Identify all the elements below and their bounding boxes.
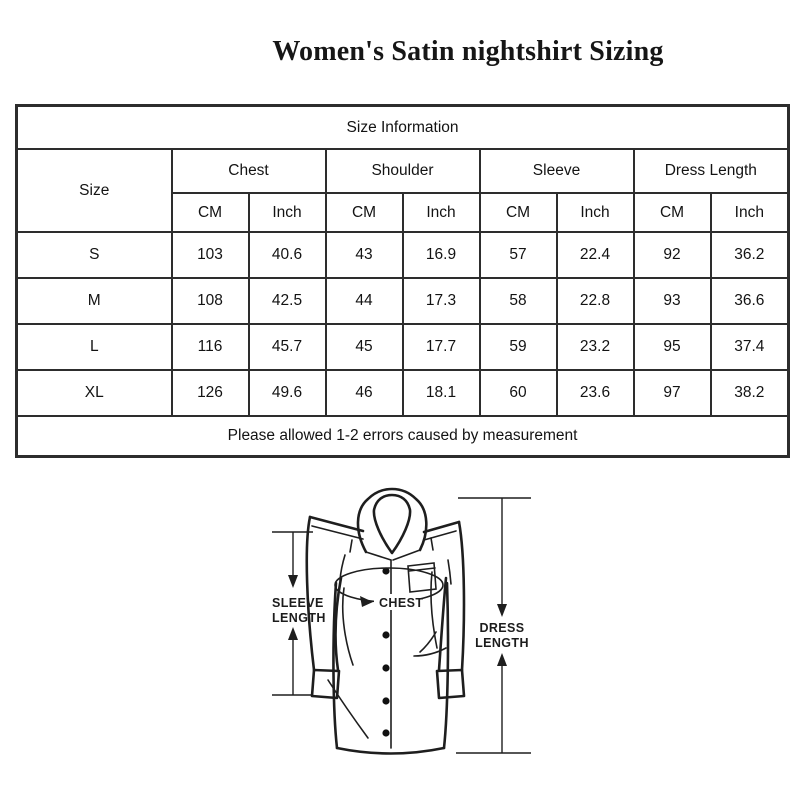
dress-length-label-line1: DRESS [479,621,525,635]
table-footnote: Please allowed 1-2 errors caused by measurement [17,416,789,457]
nightshirt-measurement-diagram [0,460,800,800]
table-row-l [17,324,789,370]
dress-length-measurement [456,498,531,753]
right-sleeve-inner [439,578,446,670]
crease [431,538,433,550]
value-cell: 57 [480,232,557,278]
value-cell: 16.9 [403,232,480,278]
size-cell: S [17,232,172,278]
shirt-hem [337,748,444,754]
table-group-header-row [17,149,789,193]
left-sleeve-outer [307,517,314,670]
unit-header: CM [326,193,403,232]
table-caption: Size Information [17,106,789,150]
size-table [15,104,790,458]
value-cell: 40.6 [249,232,326,278]
header-group-shoulder: Shoulder [326,149,480,193]
left-shoulder [310,517,363,531]
value-cell: 37.4 [711,324,789,370]
chest-arrowhead-icon [360,596,373,607]
value-cell: 45 [326,324,403,370]
size-cell: M [17,278,172,324]
unit-header: CM [634,193,711,232]
unit-header: Inch [557,193,634,232]
crease [420,632,436,652]
table-row-m [17,278,789,324]
chest-measurement [335,568,443,610]
table-caption-row [17,106,789,150]
unit-header: Inch [403,193,480,232]
collar-point-right [393,550,420,560]
arrow-up-icon [288,627,298,640]
value-cell: 95 [634,324,711,370]
value-cell: 36.6 [711,278,789,324]
value-cell: 92 [634,232,711,278]
value-cell: 22.4 [557,232,634,278]
value-cell: 42.5 [249,278,326,324]
value-cell: 17.7 [403,324,480,370]
unit-header: CM [480,193,557,232]
unit-header: CM [172,193,249,232]
arrow-up-icon [497,653,507,666]
nightshirt-drawing [307,489,464,754]
value-cell: 60 [480,370,557,416]
unit-header: Inch [249,193,326,232]
value-cell: 17.3 [403,278,480,324]
crease [350,540,352,552]
sleeve-length-label-line1: SLEEVE [272,596,324,610]
value-cell: 58 [480,278,557,324]
unit-header: Inch [711,193,789,232]
page-title: Women's Satin nightshirt Sizing [272,36,664,67]
collar-point-left [366,552,391,560]
value-cell: 43 [326,232,403,278]
value-cell: 23.2 [557,324,634,370]
value-cell: 18.1 [403,370,480,416]
button [382,697,389,704]
crease [448,560,451,584]
size-cell: XL [17,370,172,416]
right-cuff [437,670,464,698]
collar-outer [358,489,426,552]
header-size: Size [17,149,172,232]
value-cell: 59 [480,324,557,370]
value-cell: 49.6 [249,370,326,416]
header-group-sleeve: Sleeve [480,149,634,193]
button [382,729,389,736]
chest-label: CHEST [379,596,424,610]
size-cell: L [17,324,172,370]
value-cell: 126 [172,370,249,416]
value-cell: 116 [172,324,249,370]
value-cell: 44 [326,278,403,324]
sleeve-length-label-line2: LENGTH [272,611,326,625]
button [382,631,389,638]
header-group-dress-length: Dress Length [634,149,789,193]
dress-length-label-line2: LENGTH [475,636,529,650]
button [382,664,389,671]
value-cell: 23.6 [557,370,634,416]
value-cell: 108 [172,278,249,324]
right-yoke-seam [424,531,456,540]
collar-inner [374,495,410,553]
crease [343,588,353,665]
header-group-chest: Chest [172,149,326,193]
value-cell: 22.8 [557,278,634,324]
table-row-xl [17,370,789,416]
right-sleeve-outer [459,522,464,670]
value-cell: 46 [326,370,403,416]
table-footnote-row [17,416,789,457]
value-cell: 97 [634,370,711,416]
value-cell: 36.2 [711,232,789,278]
value-cell: 103 [172,232,249,278]
value-cell: 38.2 [711,370,789,416]
arrow-down-icon [497,604,507,617]
right-shoulder [424,522,459,532]
value-cell: 93 [634,278,711,324]
arrow-down-icon [288,575,298,588]
table-row-s [17,232,789,278]
value-cell: 45.7 [249,324,326,370]
